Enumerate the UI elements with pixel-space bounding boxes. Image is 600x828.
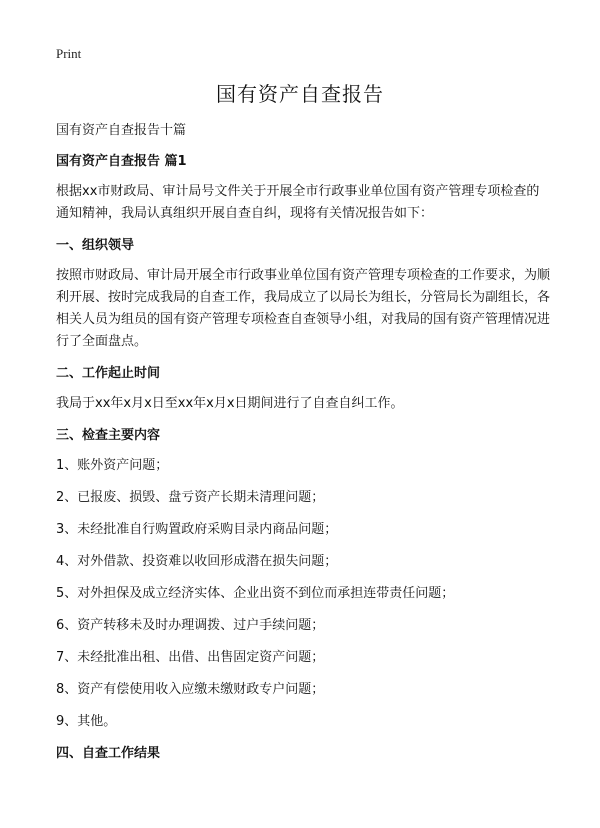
list-item: 2、已报废、损毁、盘亏资产长期未清理问题； bbox=[56, 490, 325, 505]
document-body bbox=[56, 120, 550, 773]
document-subtitle: 国有资产自查报告十篇 bbox=[56, 123, 187, 138]
timeline-paragraph: 我局于xx年x月x日至xx年x月x日期间进行了自查自纠工作。 bbox=[56, 396, 404, 411]
print-link[interactable]: Print bbox=[56, 46, 82, 61]
section-heading-organization: 一、组织领导 bbox=[56, 238, 135, 253]
inspection-list bbox=[56, 455, 550, 733]
intro-paragraph: 根据xx市财政局、审计局号文件关于开展全市行政事业单位国有资产管理专项检查的通知精神，我局认真组织开展自查自纠，现将有关情况报告如下： bbox=[56, 184, 540, 221]
list-item: 4、对外借款、投资难以收回形成潜在损失问题； bbox=[56, 554, 338, 569]
list-item: 5、对外担保及成立经济实体、企业出资不到位而承担连带责任问题； bbox=[56, 586, 455, 601]
list-item: 3、未经批准自行购置政府采购目录内商品问题； bbox=[56, 522, 338, 537]
article-heading: 国有资产自查报告 篇1 bbox=[56, 154, 187, 169]
list-item: 1、账外资产问题； bbox=[56, 458, 169, 473]
section-heading-results: 四、自查工作结果 bbox=[56, 746, 161, 761]
organization-paragraph: 按照市财政局、审计局开展全市行政事业单位国有资产管理专项检查的工作要求，为顺利开展、按时完成我局的自查工作，我局成立了以局长为组长，分管局长为副组长，各相关人员为组员的国有资产管理专项检查自查领导小组，对我局的国有资产管理情况进行了全面盘点。 bbox=[56, 268, 551, 349]
list-item: 6、资产转移未及时办理调拨、过户手续问题； bbox=[56, 618, 325, 633]
page-title: 国有资产自查报告 bbox=[216, 82, 384, 106]
list-item: 9、其他。 bbox=[56, 714, 117, 729]
section-heading-timeline: 二、工作起止时间 bbox=[56, 366, 161, 381]
list-item: 7、未经批准出租、出借、出售固定资产问题； bbox=[56, 650, 325, 665]
list-item: 8、资产有偿使用收入应缴未缴财政专户问题； bbox=[56, 682, 325, 697]
section-heading-inspection-content: 三、检查主要内容 bbox=[56, 428, 161, 443]
